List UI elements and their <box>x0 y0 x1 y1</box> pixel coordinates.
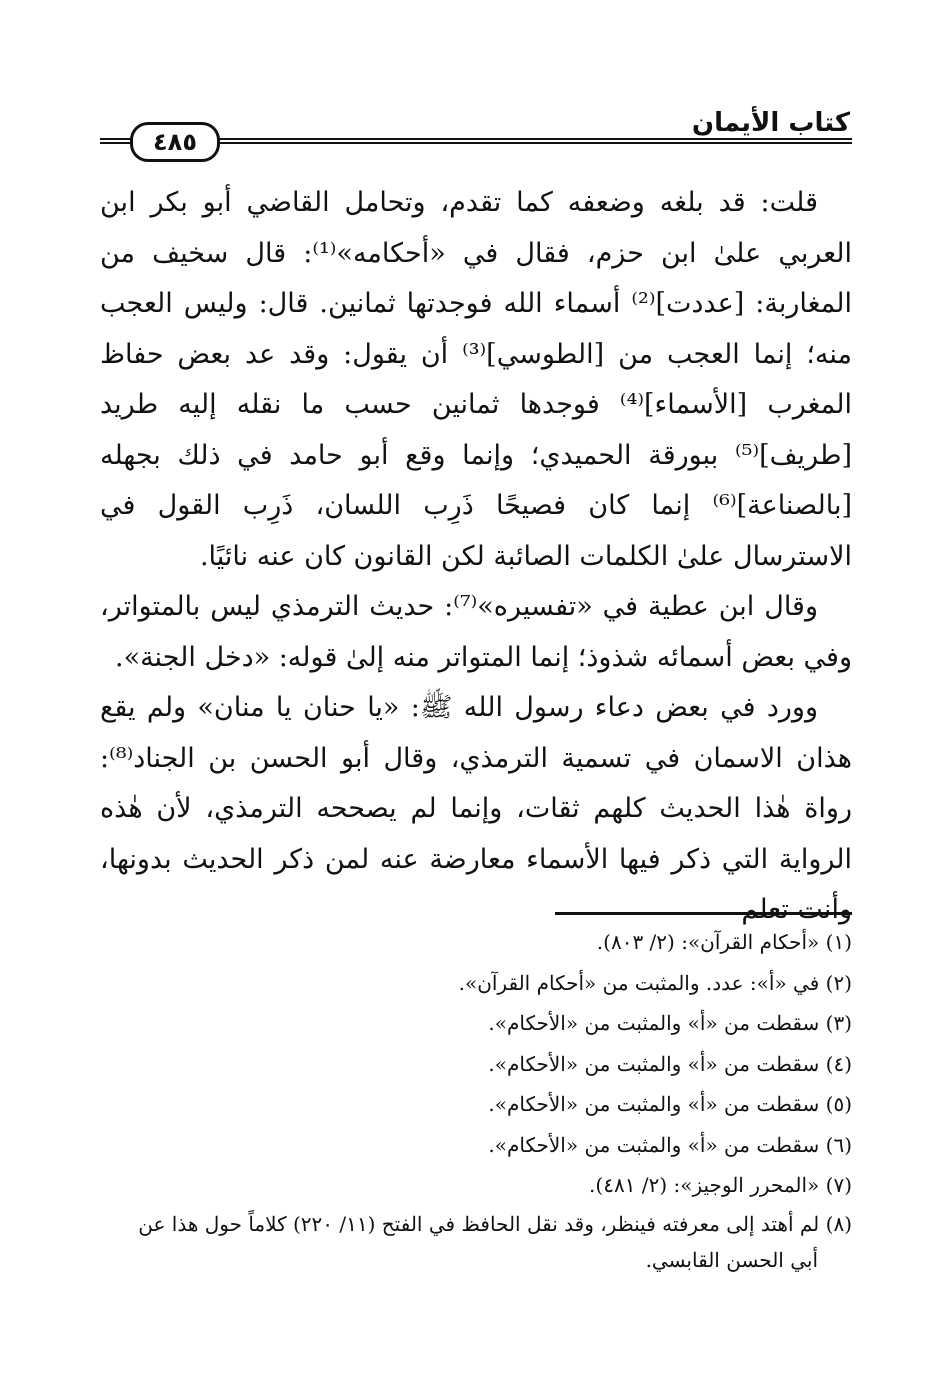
footnote: (١) «أحكام القرآن»: (٢/ ٨٠٣). <box>596 930 852 954</box>
footnote: (٨) لم أهتد إلى معرفته فينظر، وقد نقل الحافظ في الفتح (١١/ ٢٢٠) كلاماً حول هذا عن <box>138 1211 852 1236</box>
footnote: (٣) سقطت من «أ» والمثبت من «الأحكام». <box>488 1011 852 1035</box>
main-text <box>100 178 852 936</box>
footnote: (٧) «المحرر الوجيز»: (٢/ ٤٨١). <box>589 1173 852 1197</box>
footnotes <box>100 922 852 1278</box>
footnote: (٦) سقطت من «أ» والمثبت من «الأحكام». <box>488 1132 852 1157</box>
paragraph: وقال ابن عطية في «تفسيره»⁽⁷⁾: حديث الترمذي ليس بالمتواتر، وفي بعض أسمائه شذوذ؛ إنما المتواتر منه إلىٰ قوله: «دخل الجنة». <box>100 591 852 673</box>
book-title: كتاب الأيمان <box>691 108 850 138</box>
footnote-continuation: أبي الحسن القابسي. <box>645 1247 818 1272</box>
footnote: (٤) سقطت من «أ» والمثبت من «الأحكام». <box>488 1051 852 1076</box>
footnote-separator <box>555 912 852 915</box>
paragraph: قلت: قد بلغه وضعفه كما تقدم، وتحامل القاضي أبو بكر ابن العربي علىٰ ابن حزم، فقال في «أحكامه»⁽¹⁾: قال سخيف من المغاربة: [عددت]⁽²⁾ أسماء الله فوجدتها ثمانين. قال: وليس العجب منه؛ إنما العجب من [الطوسي]⁽³⁾ أن يقول: وقد عد بعض حفاظ المغرب [الأسماء]⁽⁴⁾ فوجدها ثمانين حسب ما نقله إليه طريد [طريف]⁽⁵⁾ ببورقة الحميدي؛ وإنما وقع أبو حامد في ذلك بجهله [بالصناعة]⁽⁶⁾ إنما كان فصيحًا ذَرِب اللسان، ذَرِب القول في الاسترسال علىٰ الكلمات الصائبة لكن القانون كان عنه نائيًا. <box>100 187 852 572</box>
footnote: (٥) سقطت من «أ» والمثبت من «الأحكام». <box>488 1092 852 1116</box>
paragraph: وورد في بعض دعاء رسول الله ﷺ: «يا حنان يا منان» ولم يقع هذان الاسمان في تسمية الترمذي، وقال أبو الحسن بن الجناد⁽⁸⁾: رواة هٰذا الحديث كلهم ثقات، وإنما لم يصححه الترمذي، لأن هٰذه الرواية التي ذكر فيها الأسماء معارضة عنه لمن ذكر الحديث بدونها، وأنت تعلم <box>100 692 852 925</box>
page-header <box>100 108 852 154</box>
footnote: (٢) في «أ»: عدد. والمثبت من «أحكام القرآن». <box>458 970 852 995</box>
page-number: ٤٨٥ <box>130 122 220 162</box>
